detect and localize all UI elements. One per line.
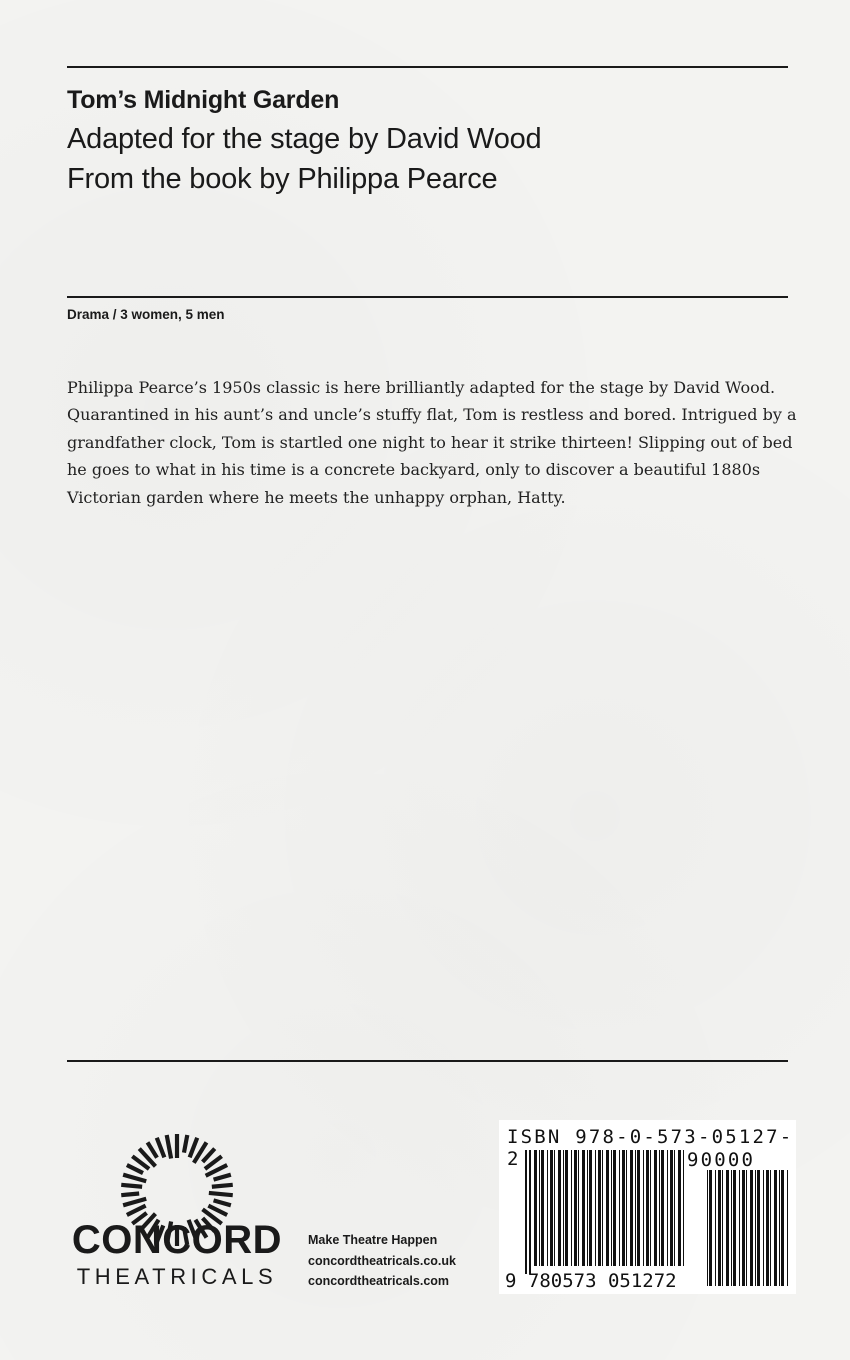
publisher-name: CONCORD (71, 1218, 283, 1262)
publisher-tagline: Make Theatre Happen (308, 1233, 438, 1247)
logo-dash (214, 1175, 231, 1180)
source-book-line: From the book by Philippa Pearce (67, 163, 498, 195)
addon-barcode-bar (750, 1170, 753, 1286)
logo-dash (148, 1142, 157, 1157)
addon-barcode-bar (763, 1170, 764, 1286)
addon-barcode-bar (707, 1170, 708, 1286)
publisher-links (308, 1230, 456, 1292)
addon-barcode-bar (731, 1170, 732, 1286)
logo-dash (184, 1135, 187, 1153)
addon-barcode-bar (715, 1170, 716, 1286)
logo-dash (203, 1149, 215, 1162)
addon-barcode-bar (779, 1170, 780, 1286)
website-uk-link[interactable]: concordtheatricals.co.uk (308, 1253, 456, 1268)
logo-dash (209, 1193, 233, 1195)
logo-dash (190, 1138, 198, 1158)
addon-barcode-bar (739, 1170, 740, 1286)
addon-barcode-bar (746, 1170, 747, 1286)
addon-barcode-bar (742, 1170, 745, 1286)
addon-barcode-bar (774, 1170, 777, 1286)
logo-dash (123, 1175, 146, 1182)
addon-barcode-bar (766, 1170, 769, 1286)
price-code: 90000 (687, 1149, 756, 1171)
logo-dash (121, 1194, 139, 1196)
addon-barcode-bar (757, 1170, 760, 1286)
ean-digits: 9 780573 051272 (505, 1270, 677, 1292)
addon-barcode-bar (770, 1170, 771, 1286)
footer-rule (67, 1060, 788, 1062)
logo-dash (157, 1138, 165, 1158)
logo-dash (167, 1135, 171, 1159)
cast-line: Drama / 3 women, 5 men (67, 307, 225, 322)
addon-barcode-bar (718, 1170, 721, 1286)
adapted-by-line: Adapted for the stage by David Wood (67, 123, 542, 155)
addon-barcode-bar (787, 1170, 788, 1286)
isbn-label: ISBN 978-0-573-05127-2 (507, 1126, 794, 1170)
logo-dash (127, 1165, 143, 1173)
section-rule (67, 296, 788, 298)
logo-dash (212, 1185, 233, 1187)
addon-barcode-bar (726, 1170, 729, 1286)
addon-barcode-bar (733, 1170, 736, 1286)
logo-dash (121, 1185, 142, 1187)
publisher-subname: THEATRICALS (76, 1264, 278, 1289)
synopsis-blurb: Philippa Pearce’s 1950s classic is here brilliantly adapted for the stage by David Wood. Quarantined in his aunt’s and uncle’s stuffy flat, Tom is restless and bored. Intrigued by a grandfather clock, Tom is startled one night to hear it strike thirteen! Slipping out of bed he goes to what in his time is a concrete backyard, only to discover a beautiful 1880s Victorian garden where he meets the unhappy orphan, Hatty. (67, 378, 797, 507)
logo-dash (214, 1200, 231, 1205)
addon-barcode-bar (755, 1170, 756, 1286)
website-com-link[interactable]: concordtheatricals.com (308, 1274, 450, 1288)
addon-barcode-bar (781, 1170, 784, 1286)
top-rule (67, 66, 788, 68)
logo-dash (123, 1199, 146, 1206)
play-title: Tom’s Midnight Garden (67, 86, 340, 114)
addon-barcode-bar (722, 1170, 723, 1286)
addon-barcode-bar (709, 1170, 712, 1286)
barcode-panel (499, 1120, 796, 1294)
